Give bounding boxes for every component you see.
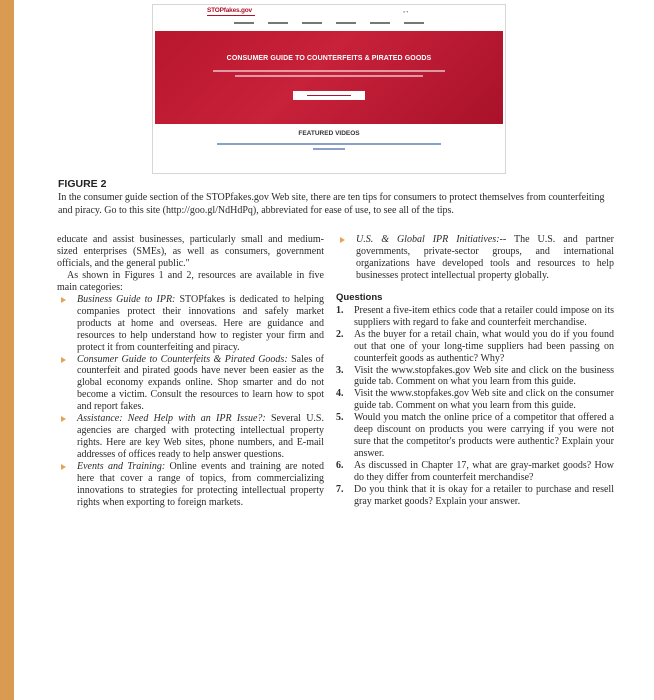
hero-button xyxy=(293,91,365,100)
page-edge-bar xyxy=(0,0,14,700)
nav-item xyxy=(234,22,254,24)
item-text: Sales of counterfeit and pirated goods have never been easier as the global economy expands online. Shop smarter and do not become a victim. Consult the resources to learn how to spot and report fakes. xyxy=(77,353,324,413)
questions-heading: Questions xyxy=(336,291,383,303)
bullet-icon xyxy=(61,416,66,422)
bullet-icon xyxy=(61,297,66,303)
item-title: Events and Training: xyxy=(77,461,166,473)
logo-underline xyxy=(207,15,255,16)
question-text: Would you match the online price of a competitor that offered a deep discount on products you were carrying if you were not sure that the competitor's products were authentic? Explain your answer. xyxy=(354,412,614,460)
site-header xyxy=(153,5,505,17)
item-title: U.S. & Global IPR Initiatives: xyxy=(356,234,500,245)
figure-label: FIGURE 2 xyxy=(58,178,107,190)
question-text: Visit the www.stopfakes.gov Web site and click on the business guide tab. Comment on what you learn from this guide. xyxy=(354,364,614,388)
intro-paragraph: educate and assist businesses, particularly small and medium-sized enterprises (SMEs), as well as consumers, government officials, and the general public." xyxy=(57,234,324,269)
nav-item xyxy=(302,22,322,24)
question-text: Visit the www.stopfakes.gov Web site and click on the consumer guide tab. Comment on what you learn from this guide. xyxy=(354,388,614,412)
right-column xyxy=(336,234,614,508)
question-item xyxy=(336,388,614,412)
question-text: Present a five-item ethics code that a retailer could impose on its suppliers with regard to fake and counterfeit merchandise. xyxy=(354,304,614,328)
question-item xyxy=(336,412,614,460)
question-number: 7. xyxy=(336,484,344,496)
nav-item xyxy=(370,22,390,24)
nav-item xyxy=(404,22,424,24)
question-number: 6. xyxy=(336,460,344,472)
question-number: 3. xyxy=(336,364,344,376)
question-item xyxy=(336,329,614,365)
list-item xyxy=(57,354,324,414)
lead-paragraph: As shown in Figures 1 and 2, resources are available in five main categories: xyxy=(57,269,324,293)
list-item xyxy=(57,413,324,461)
question-number: 1. xyxy=(336,304,344,316)
left-column xyxy=(57,234,324,509)
item-title: Business Guide to IPR: xyxy=(77,293,176,305)
site-logo: STOPfakes.gov xyxy=(207,7,252,14)
item-text: -- The U.S. and partner governments, private-sector groups, and international organizations have developed tools and resources to help businesses protect intellectual property globally. xyxy=(356,234,614,281)
item-text: STOPfakes is dedicated to helping companies protect their innovations and safely market products at home and overseas. Here are guidance and resources to help understand how to register your firm and protect it from counterfeiting and piracy. xyxy=(77,293,325,353)
item-text: Online events and training are noted here that cover a range of topics, from commercializing innovations to strategies for protecting intellectual property rights when exporting to foreign markets. xyxy=(77,461,324,508)
question-number: 4. xyxy=(336,388,344,400)
bullet-icon xyxy=(61,357,66,363)
hero-subtext-line xyxy=(235,75,423,77)
question-text: As the buyer for a retail chain, what would you do if you found out that one of your long-time suppliers had been passing on counterfeit goods as authentic? Why? xyxy=(354,328,614,364)
list-item xyxy=(336,234,614,282)
featured-subtext-line xyxy=(217,143,441,145)
search-icon: ⌕ ▾ xyxy=(403,9,409,14)
nav-item xyxy=(336,22,356,24)
featured-videos-title: FEATURED VIDEOS xyxy=(298,130,360,137)
question-text: As discussed in Chapter 17, what are gray-market goods? How do they differ from counterfeit merchandise? xyxy=(354,460,614,484)
questions-list xyxy=(336,305,614,508)
question-text: Do you think that it is okay for a retailer to purchase and resell gray market goods? Explain your answer. xyxy=(354,484,614,508)
nav-item xyxy=(268,22,288,24)
list-item xyxy=(57,294,324,354)
bullet-icon xyxy=(340,237,345,243)
item-title: Assistance: Need Help with an IPR Issue?: xyxy=(77,413,266,425)
figure-caption: In the consumer guide section of the STOPfakes.gov Web site, there are ten tips for consumers to protect themselves from counterfeiting and piracy. Go to this site (http://goo.gl/NdHdPq), abbreviated for ease of use, to see all of the tips. xyxy=(58,192,605,216)
question-item xyxy=(336,305,614,329)
bullet-icon xyxy=(61,464,66,470)
question-number: 2. xyxy=(336,328,344,340)
question-number: 5. xyxy=(336,412,344,424)
hero-title: CONSUMER GUIDE TO COUNTERFEITS & PIRATED GOODS xyxy=(226,55,432,62)
hero-banner xyxy=(155,31,503,124)
featured-subtext-line xyxy=(313,148,345,150)
question-item xyxy=(336,460,614,484)
website-screenshot xyxy=(152,4,506,174)
hero-subtext-line xyxy=(213,70,445,72)
item-title: Consumer Guide to Counterfeits & Pirated Goods: xyxy=(77,353,288,365)
site-nav xyxy=(153,18,505,28)
question-item xyxy=(336,484,614,508)
question-item xyxy=(336,365,614,389)
list-item xyxy=(57,461,324,509)
item-text: Several U.S. agencies are charged with protecting intellectual property rights. Here are key Web sites, phone numbers, and E-mail addresses of offices ready to help answer questions. xyxy=(77,413,324,461)
